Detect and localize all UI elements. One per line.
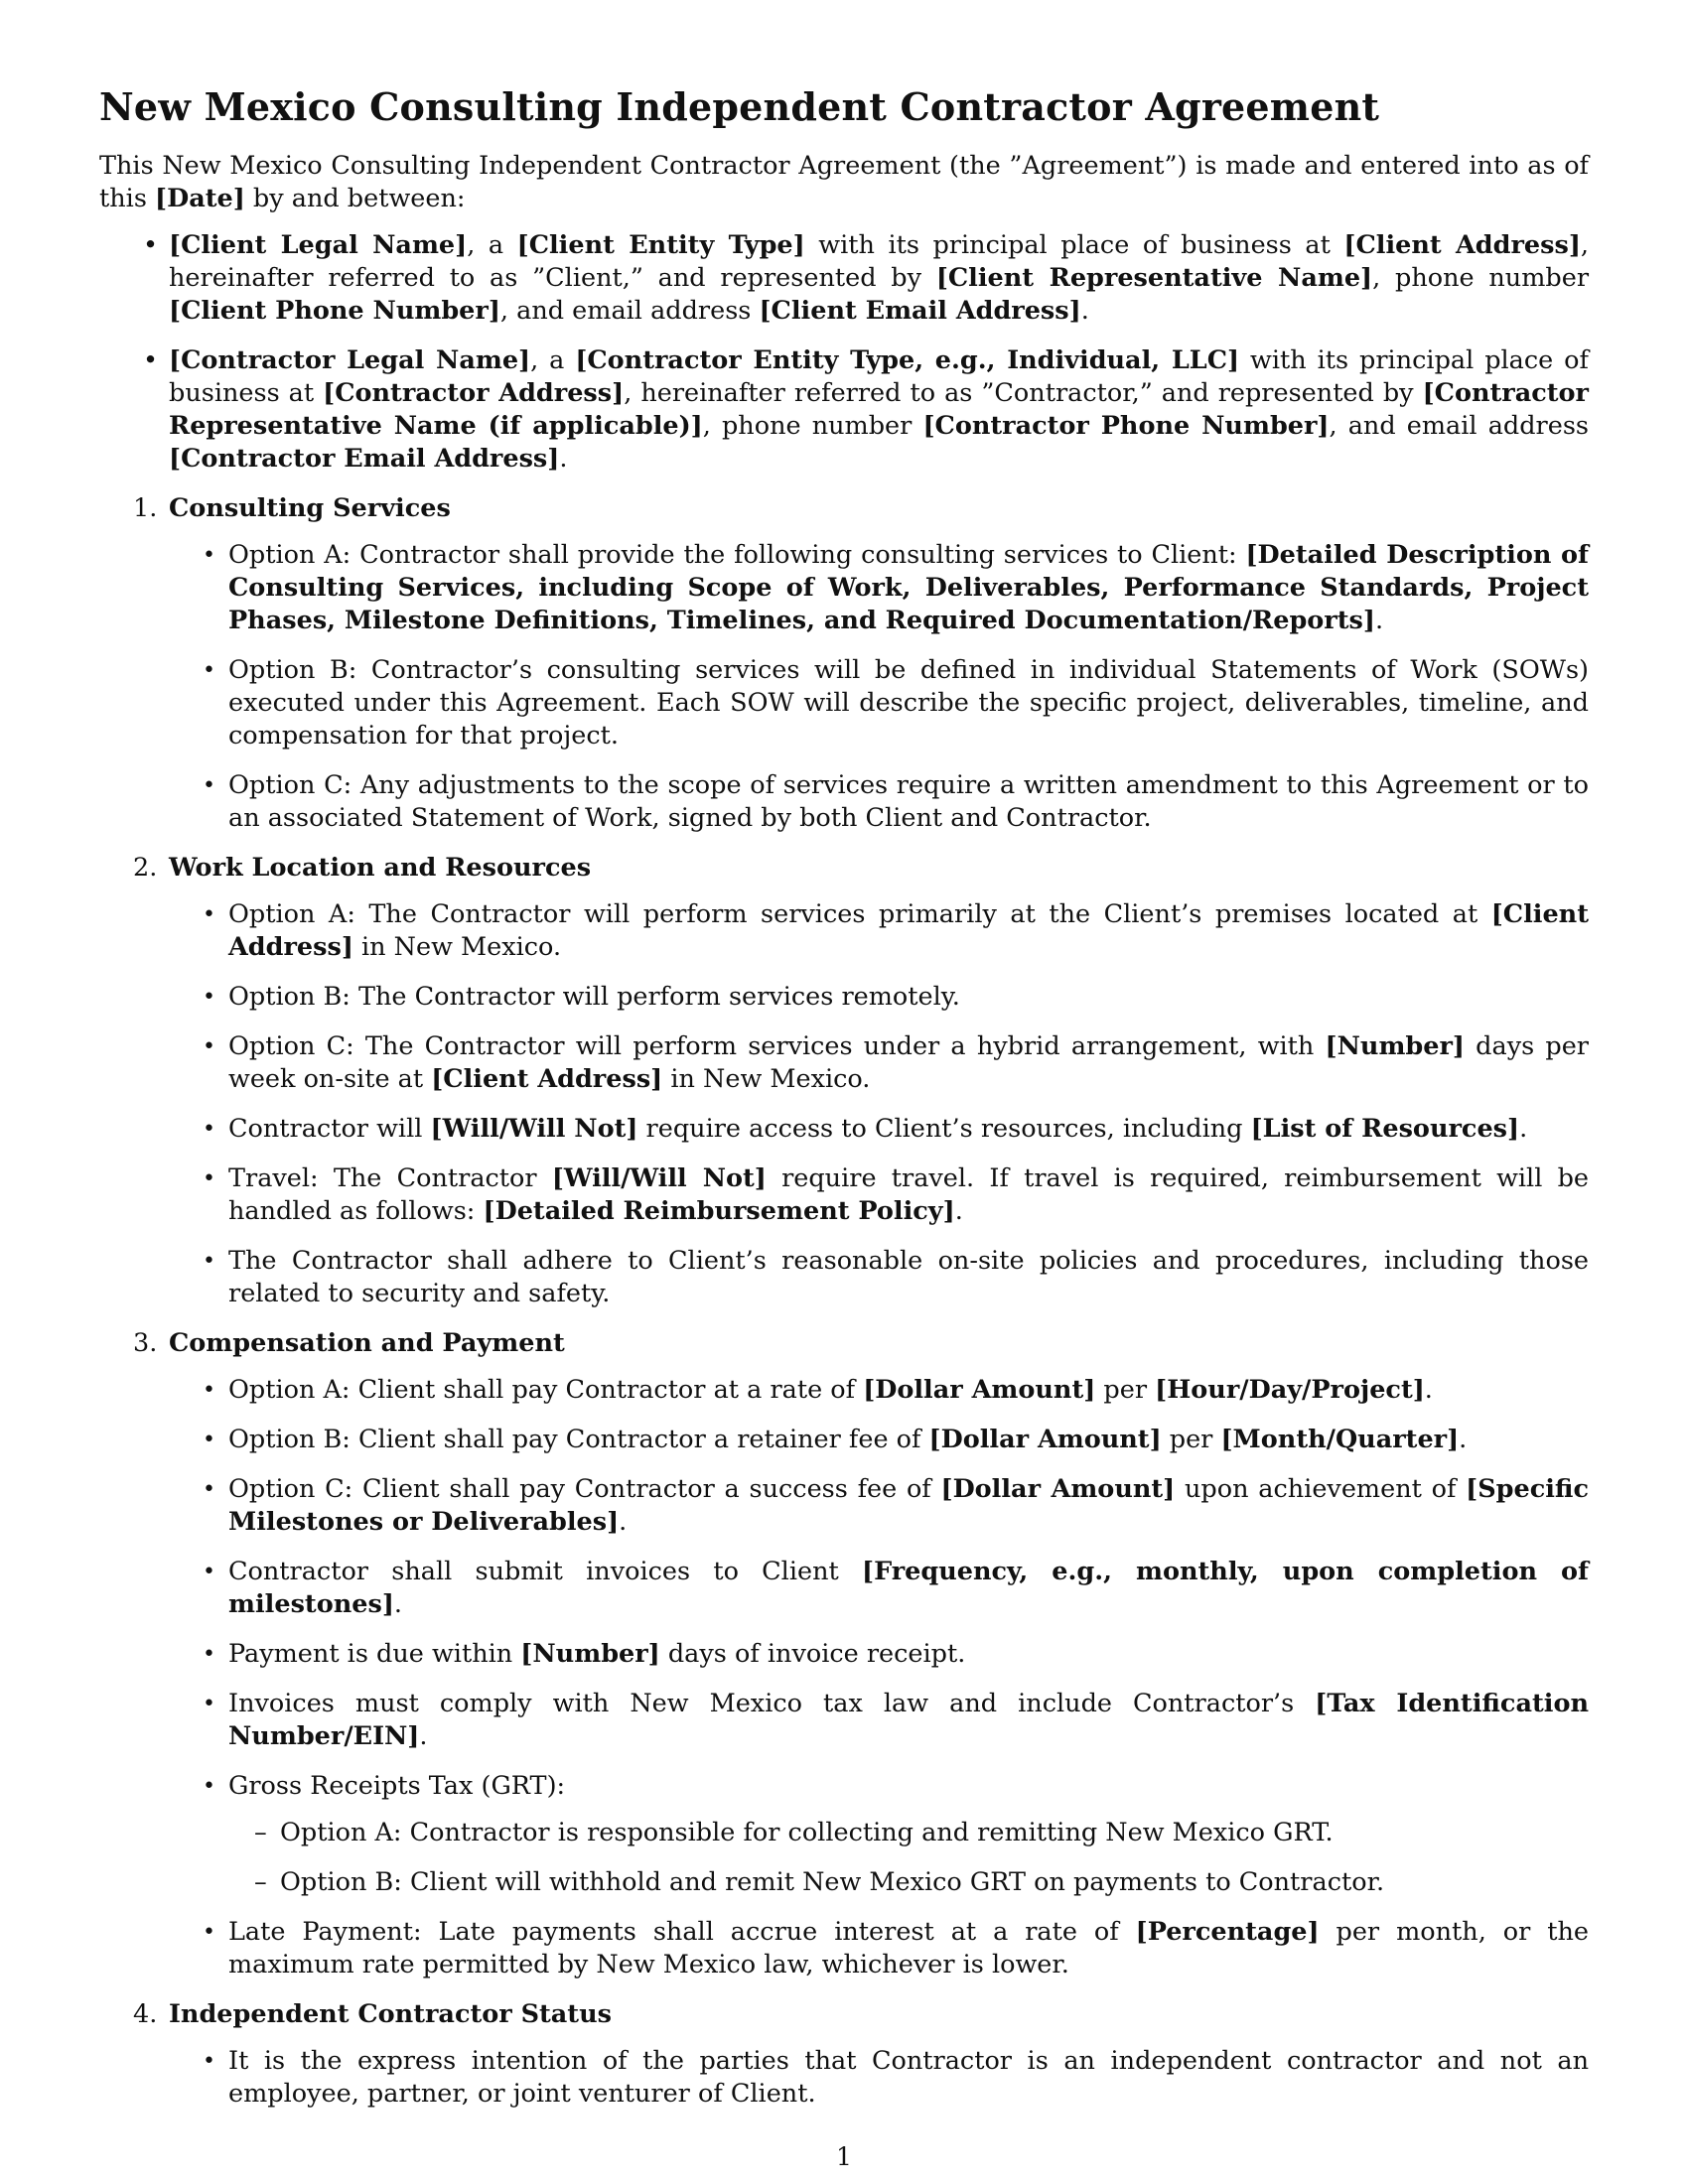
list-item (169, 2045, 1589, 2111)
text: . (1080, 296, 1089, 326)
text: , and email address (499, 296, 760, 326)
text: Option C: Any adjustments to the scope of services require a written amendment to this Agreement or to an associated Statement of Work, signed by both Client and Contractor. (228, 770, 1589, 833)
text: . (619, 1507, 628, 1537)
list-item (169, 1638, 1589, 1671)
section-title: Compensation and Payment (169, 1328, 565, 1358)
section-title: Work Location and Resources (169, 853, 592, 883)
placeholder: [Specific Milestones or Deliverables] (228, 1474, 1589, 1537)
text: Late Payment: Late payments shall accrue interest at a rate of (228, 1917, 1136, 1947)
section-number: 3. (133, 1328, 158, 1358)
placeholder: [Client Phone Number] (169, 296, 500, 326)
page-number: 1 (836, 2142, 852, 2171)
option-list (169, 898, 1589, 1310)
placeholder: [Client Legal Name] (169, 230, 468, 260)
intro-paragraph (99, 150, 1589, 215)
placeholder: [Number] (520, 1639, 660, 1669)
list-item (169, 539, 1589, 637)
text: in New Mexico. (662, 1064, 871, 1094)
section-contractor-status (99, 1998, 1589, 2111)
text: . (1424, 1375, 1433, 1405)
text: Gross Receipts Tax (GRT): (228, 1771, 566, 1801)
text: , hereinafter referred to as ”Client,” and represented by (169, 230, 1589, 293)
placeholder: [Client Representative Name] (935, 263, 1373, 293)
list-item (169, 898, 1589, 964)
list-item (169, 769, 1589, 835)
placeholder: [Detailed Reimbursement Policy] (483, 1196, 955, 1226)
text: require travel. If travel is required, reimbursement will be handled as follows: (228, 1163, 1589, 1226)
placeholder: [Contractor Email Address] (169, 444, 560, 474)
sub-list-item: – Option A: Contractor is responsible for collecting and remitting New Mexico GRT. (228, 1817, 1589, 1849)
option-list (169, 2045, 1589, 2111)
section-number: 4. (133, 1999, 158, 2029)
list-item (169, 1424, 1589, 1456)
text: per month, or the maximum rate permitted by New Mexico law, whichever is lower. (228, 1917, 1589, 1979)
text: The Contractor shall adhere to Client’s reasonable on-site policies and procedures, including those related to security and safety. (228, 1246, 1589, 1308)
text: with its principal place of business at (169, 345, 1589, 408)
placeholder: [Client Email Address] (759, 296, 1081, 326)
text: Contractor will (228, 1114, 431, 1144)
text: Payment is due within (228, 1639, 521, 1669)
option-list (169, 1374, 1589, 1981)
parties-list (99, 229, 1589, 476)
text: , phone number (702, 411, 923, 441)
text: , hereinafter referred to as ”Contractor,” and represented by (624, 378, 1423, 408)
text: Option A: Client shall pay Contractor at a rate of (228, 1375, 864, 1405)
placeholder: [Detailed Description of Consulting Services, including Scope of Work, Deliverables, Performance Standards, Project Phases, Milestone Definitions, Timelines, and Required Documentation/Reports] (228, 540, 1589, 635)
list-item (169, 981, 1589, 1014)
placeholder: [Hour/Day/Project] (1155, 1375, 1425, 1405)
text: Travel: The Contractor (228, 1163, 552, 1193)
section-work-location (99, 852, 1589, 1310)
text: . (419, 1721, 428, 1751)
list-item (169, 1473, 1589, 1539)
placeholder: [Frequency, e.g., monthly, upon completion of milestones] (228, 1557, 1589, 1619)
document-page (99, 84, 1589, 2127)
text: . (1519, 1114, 1528, 1144)
section-title: Consulting Services (169, 493, 451, 523)
placeholder: [Client Address] (431, 1064, 663, 1094)
placeholder: [Will/Will Not] (430, 1114, 638, 1144)
text: Option B: Client shall pay Contractor a retainer fee of (228, 1425, 929, 1454)
list-item (169, 1556, 1589, 1621)
section-compensation (99, 1327, 1589, 1981)
list-item (169, 1162, 1589, 1228)
intro-text: This New Mexico Consulting Independent Contractor Agreement (the ”Agreement”) is made and entered into as of this (99, 151, 1589, 213)
placeholder: [Client Entity Type] (516, 230, 805, 260)
list-item (169, 1916, 1589, 1981)
sub-list-item: – Option B: Client will withhold and remit New Mexico GRT on payments to Contractor. (228, 1866, 1589, 1899)
document-title: New Mexico Consulting Independent Contractor Agreement (99, 84, 1380, 129)
text: in New Mexico. (352, 932, 562, 962)
text: . (954, 1196, 963, 1226)
grt-options-list (228, 1817, 1589, 1899)
placeholder: [Tax Identification Number/EIN] (228, 1689, 1589, 1751)
text: . (1459, 1425, 1468, 1454)
list-item (169, 1245, 1589, 1310)
sections-list (99, 492, 1589, 2111)
text: , and email address (1329, 411, 1589, 441)
intro-text: by and between: (244, 184, 466, 213)
text: days of invoice receipt. (659, 1639, 966, 1669)
placeholder: [Contractor Entity Type, e.g., Individual, LLC] (575, 345, 1240, 375)
placeholder: [Dollar Amount] (940, 1474, 1176, 1504)
option-list (169, 539, 1589, 835)
party-client (99, 229, 1589, 328)
list-item (169, 1688, 1589, 1753)
text: Option A: The Contractor will perform services primarily at the Client’s premises located at (228, 899, 1491, 929)
text: Contractor shall submit invoices to Client (228, 1557, 862, 1586)
text: per (1161, 1425, 1221, 1454)
text: , a (467, 230, 517, 260)
list-item (169, 1030, 1589, 1096)
placeholder: [Will/Will Not] (551, 1163, 767, 1193)
text: It is the express intention of the parties that Contractor is an independent contractor and not an employee, partner, or joint venturer of Client. (228, 2046, 1589, 2109)
text: . (393, 1589, 403, 1619)
party-contractor (99, 344, 1589, 476)
text: per (1095, 1375, 1156, 1405)
placeholder: [Contractor Representative Name (if applicable)] (169, 378, 1589, 441)
text: Option B: Contractor’s consulting services will be defined in individual Statements of Work (SOWs) executed under this Agreement. Each SOW will describe the specific project, deliverables, timeline, and compensation for that project. (228, 655, 1589, 751)
placeholder: [Contractor Legal Name] (169, 345, 531, 375)
list-item (169, 654, 1589, 752)
text: Option C: The Contractor will perform services under a hybrid arrangement, with (228, 1031, 1326, 1061)
list-item (169, 1770, 1589, 1899)
placeholder: [Month/Quarter] (1220, 1425, 1460, 1454)
text: , phone number (1372, 263, 1590, 293)
placeholder: [Contractor Phone Number] (922, 411, 1330, 441)
placeholder: [Number] (1325, 1031, 1465, 1061)
placeholder: [Client Address] (1343, 230, 1581, 260)
list-item (169, 1113, 1589, 1146)
placeholder: [Dollar Amount] (863, 1375, 1096, 1405)
placeholder: [Client Address] (228, 899, 1589, 962)
placeholder: [Contractor Address] (323, 378, 625, 408)
text: Option A: Contractor shall provide the following consulting services to Client: (228, 540, 1246, 570)
text: Invoices must comply with New Mexico tax law and include Contractor’s (228, 1689, 1316, 1718)
section-number: 2. (133, 853, 158, 883)
text: require access to Client’s resources, including (637, 1114, 1251, 1144)
section-consulting-services (99, 492, 1589, 835)
placeholder: [Percentage] (1135, 1917, 1320, 1947)
date-placeholder: [Date] (155, 184, 245, 213)
text: . (559, 444, 568, 474)
placeholder: [Dollar Amount] (928, 1425, 1162, 1454)
text: upon achievement of (1175, 1474, 1467, 1504)
text: Option C: Client shall pay Contractor a success fee of (228, 1474, 941, 1504)
text: Option B: The Contractor will perform services remotely. (228, 982, 960, 1012)
text: . (1374, 606, 1384, 635)
text: days per week on-site at (228, 1031, 1589, 1094)
list-item (169, 1374, 1589, 1407)
section-title: Independent Contractor Status (169, 1999, 612, 2029)
text: with its principal place of business at (804, 230, 1344, 260)
section-number: 1. (133, 493, 158, 523)
placeholder: [List of Resources] (1250, 1114, 1520, 1144)
text: , a (530, 345, 576, 375)
